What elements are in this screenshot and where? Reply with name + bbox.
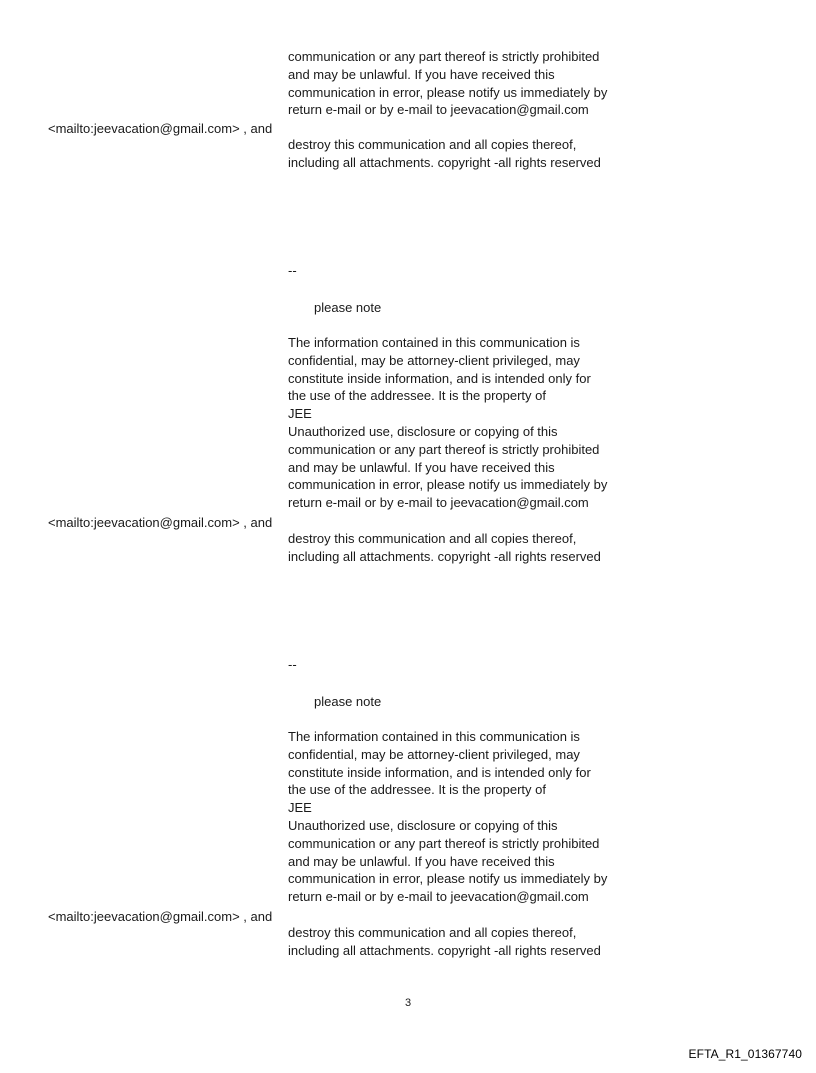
disclaimer-line: return e-mail or by e-mail to jeevacation@gmail.com <box>288 889 589 905</box>
disclaimer-line: including all attachments. copyright -all rights reserved <box>288 548 601 564</box>
disclaimer-line: and may be unlawful. If you have received this <box>288 853 555 869</box>
disclaimer-line: communication or any part thereof is strictly prohibited <box>288 49 600 64</box>
mailto-link[interactable]: <mailto:jeevacation@gmail.com> , and <box>48 121 273 136</box>
disclaimer-line: JEE <box>288 800 312 816</box>
disclaimer-line: and may be unlawful. If you have received this <box>288 459 555 475</box>
separator: -- <box>288 657 297 672</box>
disclaimer-line: destroy this communication and all copies thereof, <box>288 531 577 546</box>
disclaimer-line: the use of the addressee. It is the property of <box>288 388 546 404</box>
disclaimer-line: destroy this communication and all copies thereof, <box>288 137 577 152</box>
disclaimer-tail <box>288 530 601 566</box>
disclaimer-line: communication or any part thereof is strictly prohibited <box>288 441 600 457</box>
please-note-heading: please note <box>314 300 382 315</box>
separator: -- <box>288 263 297 278</box>
disclaimer-line: constitute inside information, and is intended only for <box>288 370 591 386</box>
disclaimer-line: JEE <box>288 406 312 422</box>
disclaimer-line: confidential, may be attorney-client privileged, may <box>288 352 580 368</box>
mailto-link[interactable]: <mailto:jeevacation@gmail.com> , and <box>48 515 273 530</box>
disclaimer-line: return e-mail or by e-mail to jeevacation@gmail.com <box>288 495 589 511</box>
document-id: EFTA_R1_01367740 <box>688 1047 802 1061</box>
disclaimer-line: The information contained in this communication is <box>288 729 580 744</box>
disclaimer-line: communication in error, please notify us immediately by <box>288 477 608 493</box>
disclaimer-line: including all attachments. copyright -all rights reserved <box>288 942 601 958</box>
top-disclaimer-body <box>288 48 607 119</box>
disclaimer-line: communication in error, please notify us immediately by <box>288 871 608 887</box>
disclaimer-body <box>288 334 607 512</box>
disclaimer-line: the use of the addressee. It is the property of <box>288 782 546 798</box>
disclaimer-line: confidential, may be attorney-client privileged, may <box>288 746 580 762</box>
page-number: 3 <box>404 997 412 1009</box>
disclaimer-line: constitute inside information, and is intended only for <box>288 764 591 780</box>
disclaimer-line: destroy this communication and all copies thereof, <box>288 925 577 940</box>
disclaimer-line: The information contained in this communication is <box>288 335 580 350</box>
disclaimer-line: including all attachments. copyright -all rights reserved <box>288 154 601 170</box>
disclaimer-line: return e-mail or by e-mail to jeevacation@gmail.com <box>288 102 589 118</box>
disclaimer-body <box>288 728 607 906</box>
mailto-link[interactable]: <mailto:jeevacation@gmail.com> , and <box>48 909 273 924</box>
disclaimer-line: Unauthorized use, disclosure or copying of this <box>288 423 558 439</box>
disclaimer-tail <box>288 924 601 960</box>
please-note-heading: please note <box>314 694 382 709</box>
top-disclaimer-tail <box>288 136 601 172</box>
disclaimer-line: communication in error, please notify us immediately by <box>288 84 608 100</box>
disclaimer-line: and may be unlawful. If you have received this <box>288 66 555 82</box>
disclaimer-line: Unauthorized use, disclosure or copying of this <box>288 817 558 833</box>
disclaimer-line: communication or any part thereof is strictly prohibited <box>288 835 600 851</box>
